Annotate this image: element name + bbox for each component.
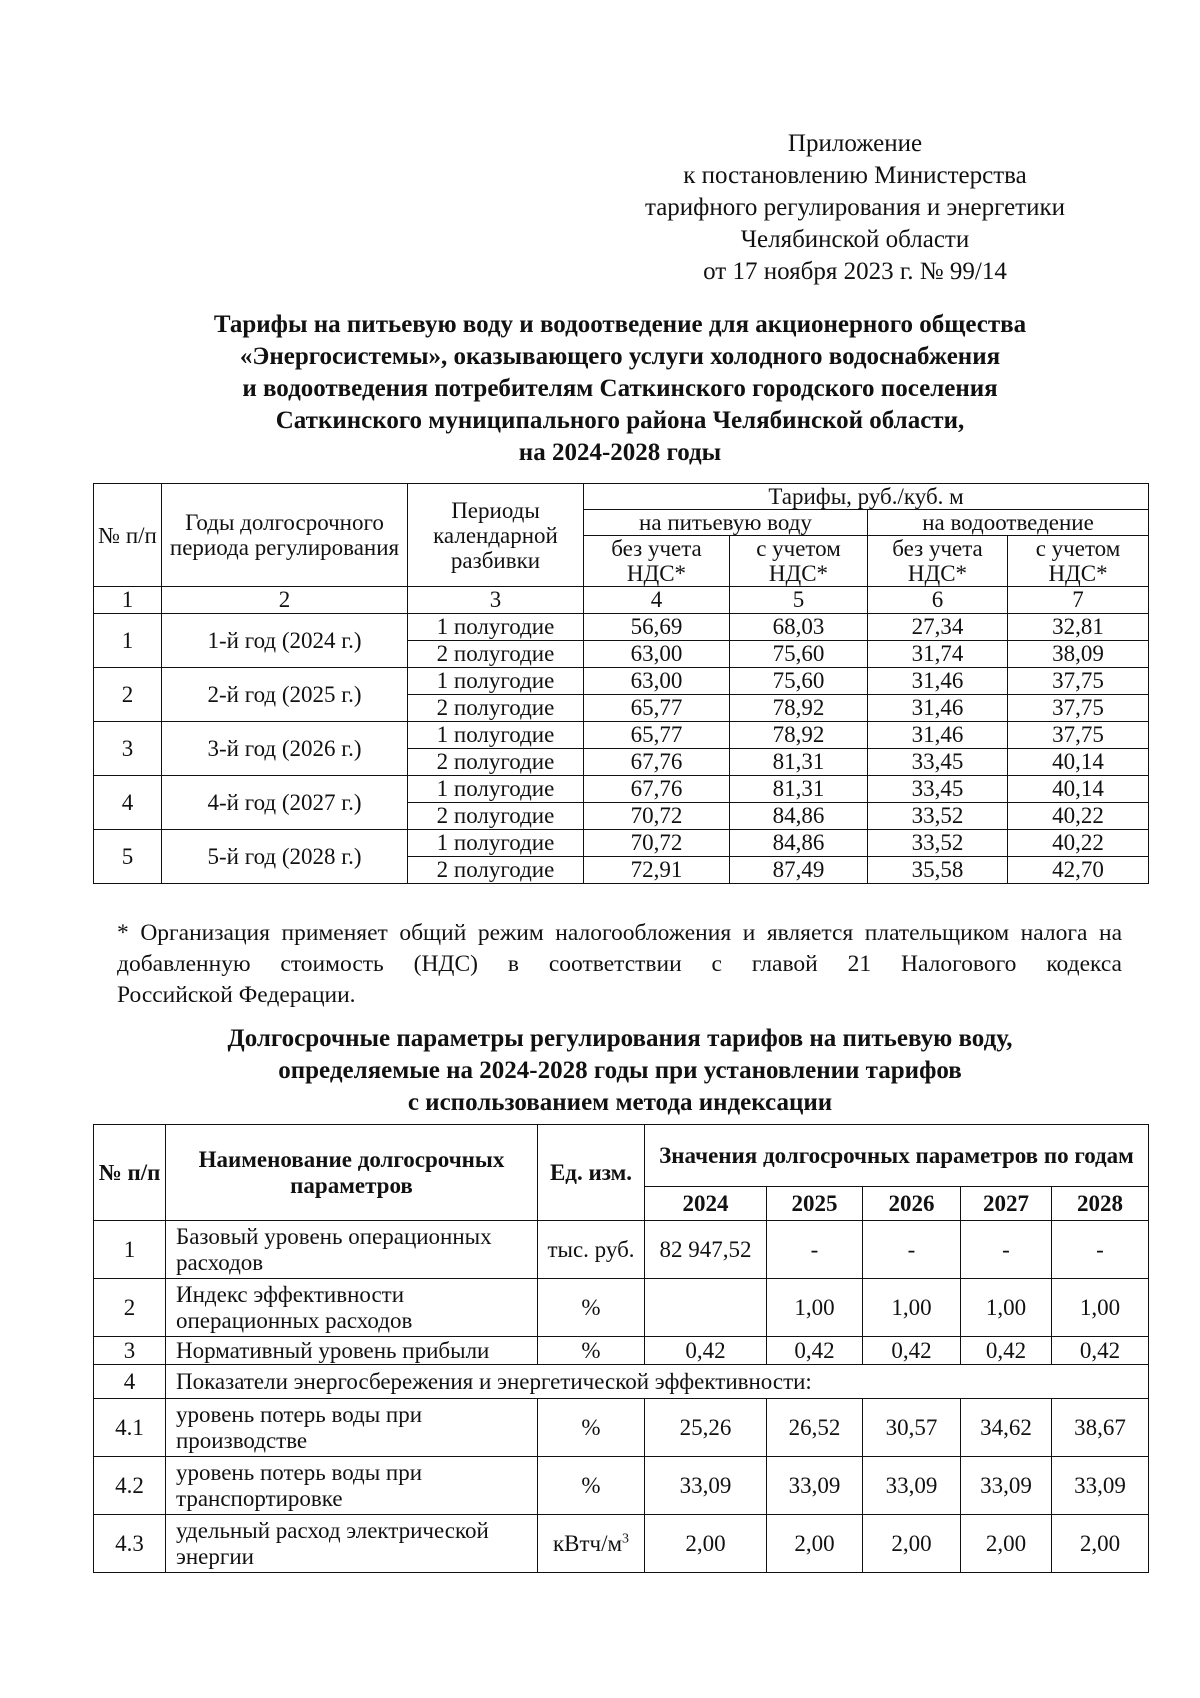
title-line: определяемые на 2024-2028 годы при установлении тарифов (278, 1057, 962, 1084)
param-unit: % (538, 1337, 645, 1365)
column-number: 3 (408, 587, 584, 614)
header-years: Годы долгосрочного периода регулирования (162, 484, 408, 587)
header-year: 2027 (961, 1187, 1052, 1221)
param-value: 82 947,52 (645, 1221, 767, 1279)
param-name: уровень потерь воды при производстве (166, 1399, 538, 1457)
table-row (94, 1457, 1149, 1515)
row-period: 2 полугодие (408, 641, 584, 668)
tariff-cell: 84,86 (730, 830, 868, 857)
section-name: Показатели энергосбережения и энергетической эффективности: (166, 1365, 1149, 1399)
row-period: 2 полугодие (408, 695, 584, 722)
header-num: № п/п (94, 1125, 166, 1221)
header-year: 2026 (863, 1187, 961, 1221)
row-period: 2 полугодие (408, 749, 584, 776)
title-line: на 2024-2028 годы (518, 439, 722, 466)
tariff-cell: 27,34 (868, 614, 1008, 641)
table-row (94, 830, 1149, 857)
param-unit: % (538, 1457, 645, 1515)
param-value: 25,26 (645, 1399, 767, 1457)
header-tariffs: Тарифы, руб./куб. м (584, 484, 1149, 510)
unit-text: кВтч/м (552, 1530, 623, 1556)
row-period: 1 полугодие (408, 830, 584, 857)
param-value: 33,09 (645, 1457, 767, 1515)
tariff-cell: 40,14 (1008, 749, 1149, 776)
header-year: 2028 (1052, 1187, 1149, 1221)
tariff-cell: 70,72 (584, 803, 730, 830)
param-value: 30,57 (863, 1399, 961, 1457)
row-num: 1 (94, 614, 162, 668)
row-num: 4.3 (94, 1515, 166, 1573)
param-value: - (863, 1221, 961, 1279)
tariff-cell: 78,92 (730, 722, 868, 749)
column-number: 5 (730, 587, 868, 614)
param-value: 33,09 (961, 1457, 1052, 1515)
param-unit: % (538, 1399, 645, 1457)
column-number: 6 (868, 587, 1008, 614)
row-num: 3 (94, 722, 162, 776)
unit-superscript: 3 (622, 1530, 630, 1546)
row-num: 2 (94, 1279, 166, 1337)
tariff-cell: 31,46 (868, 695, 1008, 722)
appendix-line: от 17 ноября 2023 г. № 99/14 (703, 258, 1007, 285)
tariff-cell: 78,92 (730, 695, 868, 722)
tariff-cell: 87,49 (730, 857, 868, 884)
title-line: с использованием метода индексации (407, 1089, 833, 1116)
param-value: 0,42 (1052, 1337, 1149, 1365)
tariff-cell: 68,03 (730, 614, 868, 641)
param-value: 1,00 (767, 1279, 863, 1337)
tariff-cell: 37,75 (1008, 668, 1149, 695)
tariff-cell: 63,00 (584, 668, 730, 695)
row-period: 2 полугодие (408, 857, 584, 884)
tariff-cell: 40,22 (1008, 803, 1149, 830)
row-num: 4 (94, 1365, 166, 1399)
footnote-text-end: Российской Федерации. (117, 982, 356, 1008)
header-no-vat: без учета НДС* (584, 536, 730, 587)
param-value: 0,42 (645, 1337, 767, 1365)
table-section-row (94, 1365, 1149, 1399)
param-value: 26,52 (767, 1399, 863, 1457)
header-values: Значения долгосрочных параметров по годам (645, 1125, 1149, 1187)
tariff-cell: 33,52 (868, 830, 1008, 857)
table-row (94, 722, 1149, 749)
tariff-cell: 31,46 (868, 668, 1008, 695)
param-name: Нормативный уровень прибыли (166, 1337, 538, 1365)
header-no-vat: без учета НДС* (868, 536, 1008, 587)
tariff-cell: 33,45 (868, 749, 1008, 776)
tariff-cell: 42,70 (1008, 857, 1149, 884)
tariff-cell: 35,58 (868, 857, 1008, 884)
param-name: уровень потерь воды при транспортировке (166, 1457, 538, 1515)
row-year: 4-й год (2027 г.) (162, 776, 408, 830)
table-row (94, 1221, 1149, 1279)
param-value: 2,00 (1052, 1515, 1149, 1573)
appendix-line: к постановлению Министерства (683, 162, 1027, 189)
row-period: 1 полугодие (408, 614, 584, 641)
appendix-line: Приложение (787, 130, 923, 157)
tariff-cell: 56,69 (584, 614, 730, 641)
title-line: «Энергосистемы», оказывающего услуги холодного водоснабжения (239, 343, 1001, 370)
table-row (94, 1337, 1149, 1365)
param-unit: тыс. руб. (538, 1221, 645, 1279)
param-unit (538, 1515, 645, 1573)
row-num: 4.1 (94, 1399, 166, 1457)
param-value: 0,42 (961, 1337, 1052, 1365)
table-row (94, 1279, 1149, 1337)
params-table (93, 1124, 1149, 1573)
params-title (90, 1023, 1150, 1119)
header-year: 2024 (645, 1187, 767, 1221)
param-value: 33,09 (767, 1457, 863, 1515)
header-water: на питьевую воду (584, 510, 868, 536)
header-periods: Периоды календарной разбивки (408, 484, 584, 587)
column-number: 7 (1008, 587, 1149, 614)
vat-footnote (117, 918, 1122, 1011)
table-row (94, 1515, 1149, 1573)
tariff-cell: 33,52 (868, 803, 1008, 830)
row-num: 5 (94, 830, 162, 884)
column-number: 2 (162, 587, 408, 614)
param-value: 0,42 (863, 1337, 961, 1365)
row-year: 1-й год (2024 г.) (162, 614, 408, 668)
tariff-cell: 31,46 (868, 722, 1008, 749)
appendix-line: Челябинской области (740, 226, 970, 253)
tariff-cell: 37,75 (1008, 722, 1149, 749)
tariff-cell: 37,75 (1008, 695, 1149, 722)
row-year: 5-й год (2028 г.) (162, 830, 408, 884)
param-value: 1,00 (863, 1279, 961, 1337)
param-value: - (767, 1221, 863, 1279)
tariff-cell: 33,45 (868, 776, 1008, 803)
header-with-vat: с учетом НДС* (1008, 536, 1149, 587)
param-name: Базовый уровень операционных расходов (166, 1221, 538, 1279)
table-row (94, 668, 1149, 695)
tariffs-title (90, 309, 1150, 469)
tariff-cell: 63,00 (584, 641, 730, 668)
header-name: Наименование долгосрочных параметров (166, 1125, 538, 1221)
appendix-line: тарифного регулирования и энергетики (644, 194, 1066, 221)
row-period: 1 полугодие (408, 722, 584, 749)
row-year: 3-й год (2026 г.) (162, 722, 408, 776)
param-value: - (961, 1221, 1052, 1279)
param-value: 34,62 (961, 1399, 1052, 1457)
column-number: 4 (584, 587, 730, 614)
tariff-cell: 40,14 (1008, 776, 1149, 803)
param-unit: % (538, 1279, 645, 1337)
title-line: и водоотведения потребителям Саткинского городского поселения (242, 375, 998, 402)
title-line: Долгосрочные параметры регулирования тарифов на питьевую воду, (227, 1025, 1013, 1052)
tariff-cell: 81,31 (730, 749, 868, 776)
tariff-cell: 67,76 (584, 749, 730, 776)
table-row (94, 614, 1149, 641)
tariff-cell: 40,22 (1008, 830, 1149, 857)
row-num: 4.2 (94, 1457, 166, 1515)
row-period: 2 полугодие (408, 803, 584, 830)
tariff-cell: 32,81 (1008, 614, 1149, 641)
title-line: Саткинского муниципального района Челябинской области, (275, 407, 965, 434)
row-period: 1 полугодие (408, 776, 584, 803)
column-number-row (94, 587, 1149, 614)
param-name: удельный расход электрической энергии (166, 1515, 538, 1573)
tariff-cell: 38,09 (1008, 641, 1149, 668)
param-value: 0,42 (767, 1337, 863, 1365)
row-num: 4 (94, 776, 162, 830)
param-value: 1,00 (1052, 1279, 1149, 1337)
tariff-cell: 31,74 (868, 641, 1008, 668)
param-value: 33,09 (1052, 1457, 1149, 1515)
tariff-cell: 67,76 (584, 776, 730, 803)
header-with-vat: с учетом НДС* (730, 536, 868, 587)
appendix-block (600, 128, 1110, 288)
table-row (94, 1399, 1149, 1457)
param-value: 2,00 (961, 1515, 1052, 1573)
param-value: 2,00 (645, 1515, 767, 1573)
tariff-cell: 65,77 (584, 722, 730, 749)
param-value: - (1052, 1221, 1149, 1279)
footnote-text: * Организация применяет общий режим налогообложения и является плательщиком налога на добавленную стоимость (НДС) в соответствии с главой 21 Налогового кодекса (117, 920, 1122, 977)
param-value (645, 1279, 767, 1337)
tariff-cell: 72,91 (584, 857, 730, 884)
param-value: 33,09 (863, 1457, 961, 1515)
row-year: 2-й год (2025 г.) (162, 668, 408, 722)
header-year: 2025 (767, 1187, 863, 1221)
row-num: 1 (94, 1221, 166, 1279)
header-sewage: на водоотведение (868, 510, 1149, 536)
param-value: 2,00 (863, 1515, 961, 1573)
header-num: № п/п (94, 484, 162, 587)
tariffs-table (93, 483, 1149, 884)
param-name: Индекс эффективности операционных расходов (166, 1279, 538, 1337)
row-num: 3 (94, 1337, 166, 1365)
tariff-cell: 65,77 (584, 695, 730, 722)
tariff-cell: 75,60 (730, 641, 868, 668)
param-value: 2,00 (767, 1515, 863, 1573)
column-number: 1 (94, 587, 162, 614)
tariff-cell: 70,72 (584, 830, 730, 857)
param-value: 1,00 (961, 1279, 1052, 1337)
header-unit: Ед. изм. (538, 1125, 645, 1221)
row-period: 1 полугодие (408, 668, 584, 695)
tariff-cell: 75,60 (730, 668, 868, 695)
row-num: 2 (94, 668, 162, 722)
tariff-cell: 81,31 (730, 776, 868, 803)
tariff-cell: 84,86 (730, 803, 868, 830)
title-line: Тарифы на питьевую воду и водоотведение для акционерного общества (213, 311, 1027, 338)
table-row (94, 776, 1149, 803)
param-value: 38,67 (1052, 1399, 1149, 1457)
